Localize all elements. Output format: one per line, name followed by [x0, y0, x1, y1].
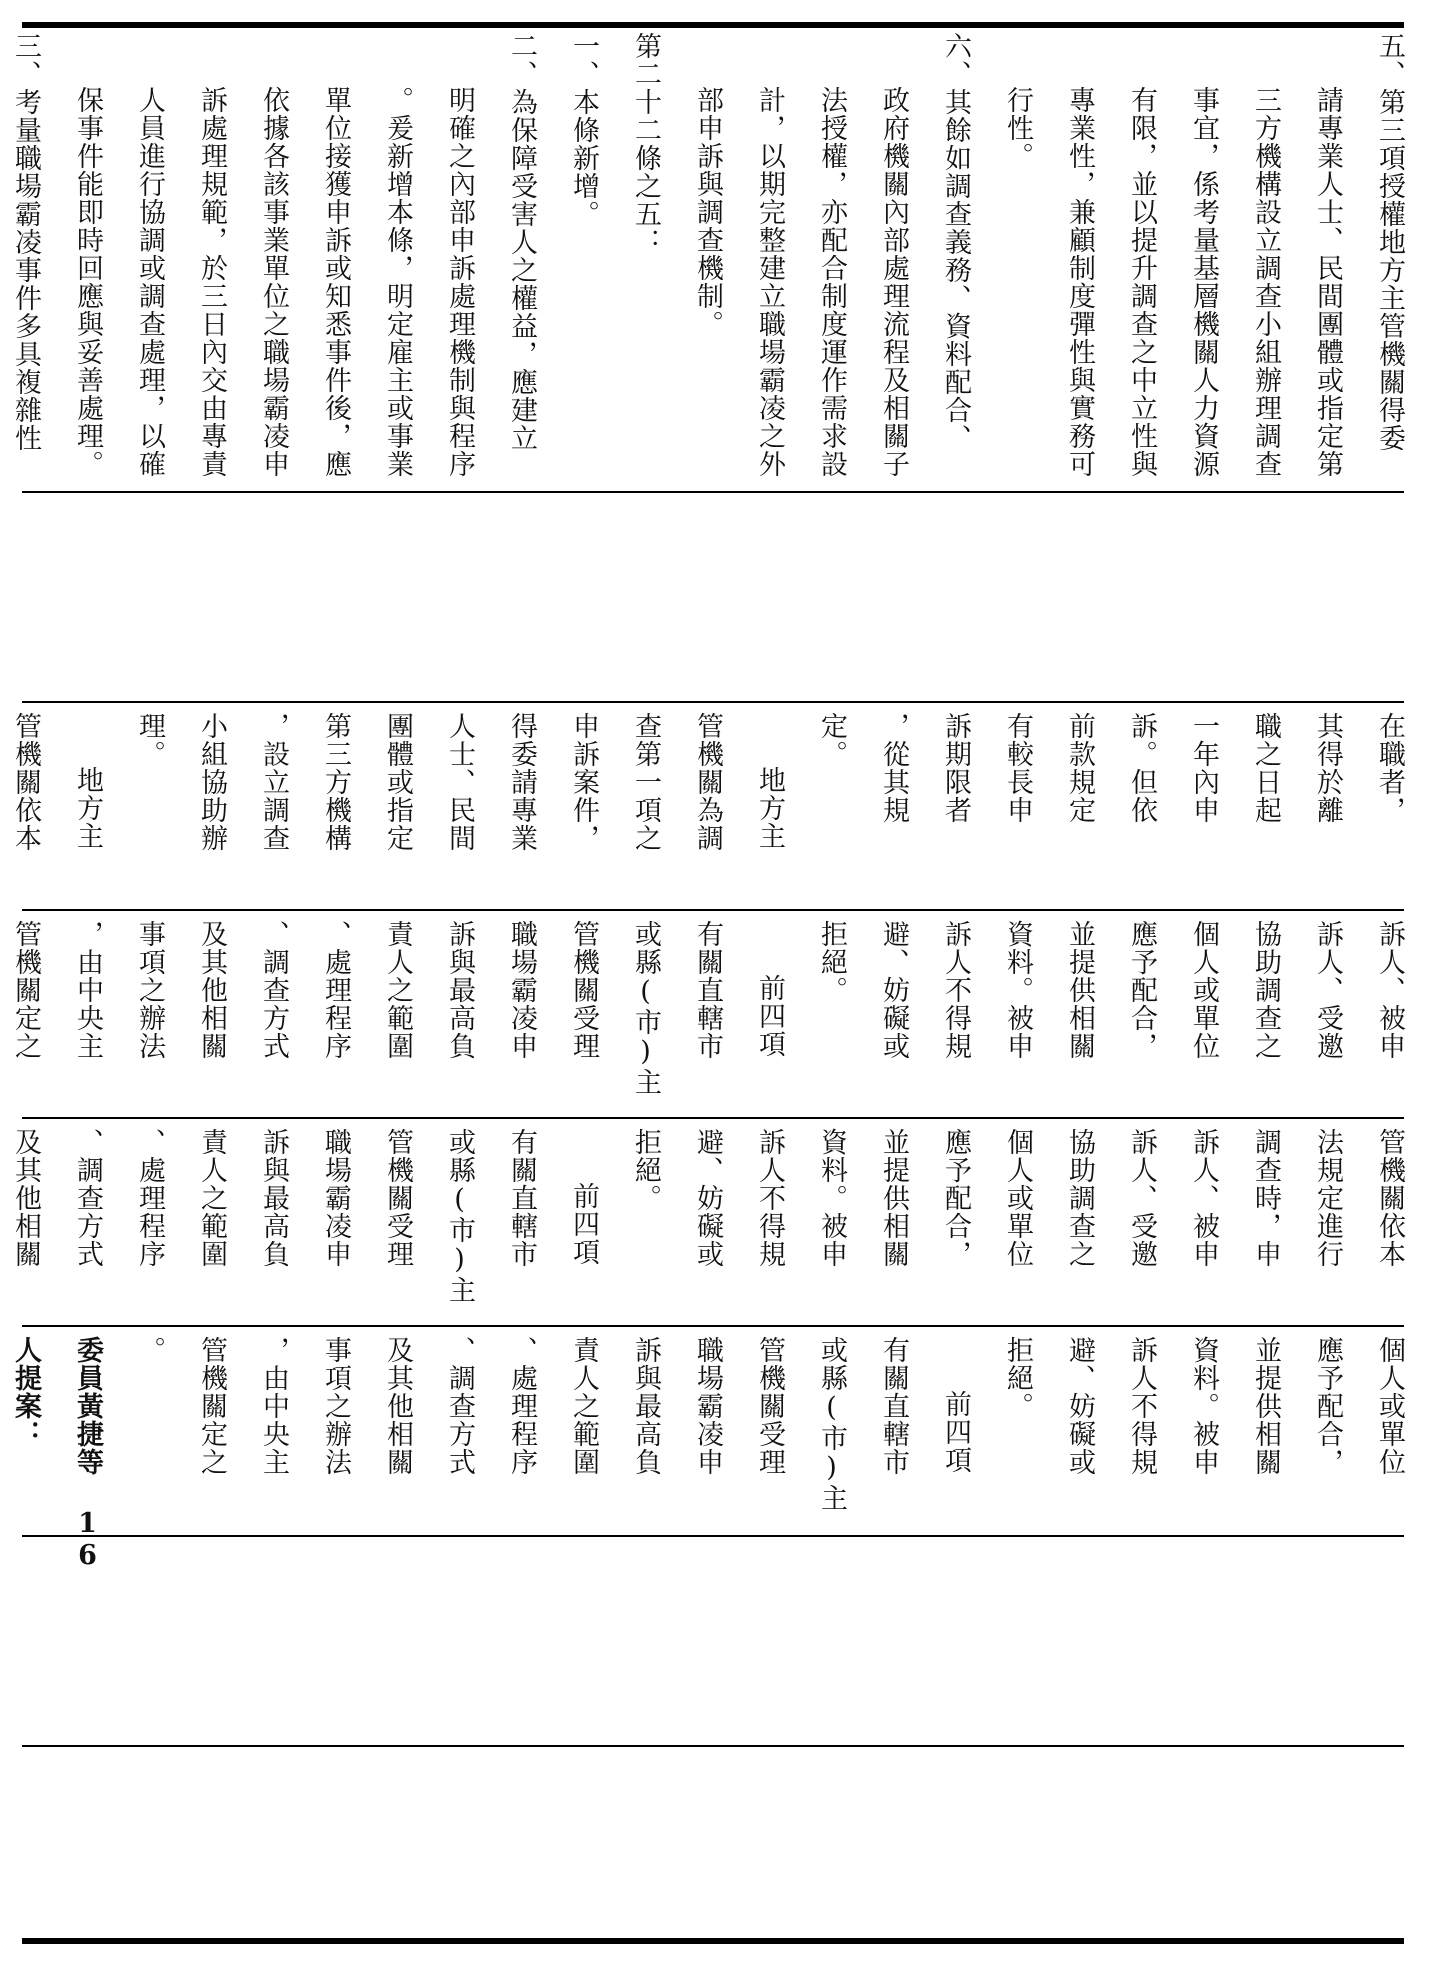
text-column: 單位接獲申訴或知悉事件後，應 [320, 86, 351, 478]
text-column: 。 [134, 1336, 165, 1364]
text-column: 訴人、被申 [1374, 920, 1405, 1060]
text-column: 應予配合， [1126, 920, 1157, 1060]
text-column: 或縣(市)主 [444, 1128, 475, 1304]
text-column: 個人或單位 [1002, 1128, 1033, 1268]
text-column: 管機關受理 [382, 1128, 413, 1268]
block-divider-1 [22, 909, 1404, 911]
text-column: 管機關受理 [754, 1336, 785, 1476]
text-column: 訴人不得規 [754, 1128, 785, 1268]
text-column: 前四項 [940, 1390, 971, 1474]
text-column: 職場霸凌申 [320, 1128, 351, 1268]
text-column: 拒絕。 [630, 1128, 661, 1212]
text-column: 訴人不得規 [1126, 1336, 1157, 1476]
text-column: 訴人、被申 [1188, 1128, 1219, 1268]
text-column: 事宜，係考量基層機關人力資源 [1188, 86, 1219, 478]
text-column: 訴處理規範，於三日內交由專責 [196, 86, 227, 478]
block-divider-3 [22, 1325, 1404, 1327]
text-column: 計，以期完整建立職場霸凌之外 [754, 86, 785, 478]
text-column: 責人之範圍 [382, 920, 413, 1060]
text-column: 訴。但依 [1126, 712, 1157, 824]
text-column: 部申訴與調查機制。 [692, 86, 723, 338]
text-column: 一、本條新增。 [568, 32, 599, 228]
text-column: 請專業人士、民間團體或指定第 [1312, 86, 1343, 478]
text-column: 並提供相關 [1064, 920, 1095, 1060]
text-column: 地方主 [754, 766, 785, 850]
text-column: 二、為保障受害人之權益，應建立 [506, 32, 537, 452]
text-column: 在職者， [1374, 712, 1405, 824]
text-column: 訴期限者 [940, 712, 971, 824]
lower-section-top-rule [22, 701, 1404, 703]
text-column: 管機關為調 [692, 712, 723, 852]
text-column: 資料。被申 [1002, 920, 1033, 1060]
text-column: 地方主 [72, 766, 103, 850]
text-column: 、處理程序 [320, 920, 351, 1060]
text-column: 避、妨礙或 [692, 1128, 723, 1268]
text-column: 、調查方式 [258, 920, 289, 1060]
text-column: 申訴案件， [568, 712, 599, 852]
bottom-border-rule [22, 1938, 1404, 1944]
text-column: 法規定進行 [1312, 1128, 1343, 1268]
lower-block-c [0, 1128, 1403, 1304]
text-column: 前四項 [754, 974, 785, 1058]
text-column: 訴人不得規 [940, 920, 971, 1060]
text-column: 資料。被申 [1188, 1336, 1219, 1476]
text-column: 個人或單位 [1188, 920, 1219, 1060]
text-column: 五、第三項授權地方主管機關得委 [1374, 32, 1405, 452]
text-column: 拒絕。 [1002, 1336, 1033, 1420]
text-column: 、調查方式 [444, 1336, 475, 1476]
text-column: 管機關定之 [10, 920, 41, 1060]
text-column: 政府機關內部處理流程及相關子 [878, 86, 909, 478]
text-column: 專業性，兼顧制度彈性與實務可 [1064, 86, 1095, 478]
text-column: 責人之範圍 [568, 1336, 599, 1476]
lower-block-b [0, 920, 1403, 1128]
text-column: 並提供相關 [878, 1128, 909, 1268]
text-column: 協助調查之 [1064, 1128, 1095, 1268]
text-column: 前款規定 [1064, 712, 1095, 824]
text-column: 前四項 [568, 1182, 599, 1266]
proposal-label: 人提案： [10, 1336, 41, 1448]
text-column: 保事件能即時回應與妥善處理。 [72, 86, 103, 478]
text-column: 六、其餘如調查義務、資料配合、 [940, 32, 971, 452]
text-column: ，從其規 [878, 712, 909, 824]
text-column: 管機關依本 [10, 712, 41, 852]
text-column: 依據各該事業單位之職場霸凌申 [258, 86, 289, 478]
text-column: 有限，並以提升調查之中立性與 [1126, 86, 1157, 478]
lower-block-a [0, 712, 1403, 852]
upper-explanation-block [0, 32, 1403, 478]
text-column: 、處理程序 [506, 1336, 537, 1476]
text-column: 明確之內部申訴處理機制與程序 [444, 86, 475, 478]
text-column: 有關直轄市 [878, 1336, 909, 1476]
text-column: 。爰新增本條，明定雇主或事業 [382, 86, 413, 478]
text-column: 查第一項之 [630, 712, 661, 852]
text-column: 管機關依本 [1374, 1128, 1405, 1268]
text-column: 法授權，亦配合制度運作需求設 [816, 86, 847, 478]
text-column: 、調查方式 [72, 1128, 103, 1268]
text-column: 有關直轄市 [692, 920, 723, 1060]
lower-block-d [0, 1336, 1403, 1572]
text-column: 職場霸凌申 [692, 1336, 723, 1476]
text-column: 訴人、受邀 [1312, 920, 1343, 1060]
text-column: 訴與最高負 [444, 920, 475, 1060]
text-column: 拒絕。 [816, 920, 847, 1004]
text-column: 並提供相關 [1250, 1336, 1281, 1476]
text-column: 協助調查之 [1250, 920, 1281, 1060]
text-column: ，設立調查 [258, 712, 289, 852]
text-column: 職場霸凌申 [506, 920, 537, 1060]
text-column: 訴人、受邀 [1126, 1128, 1157, 1268]
upper-section-bottom-rule [22, 491, 1404, 493]
text-column: 人士、民間 [444, 712, 475, 852]
text-column: 第三方機構 [320, 712, 351, 852]
text-column: 第二十二條之五： [630, 32, 661, 256]
text-column: 或縣(市)主 [816, 1336, 847, 1512]
text-column: 職之日起 [1250, 712, 1281, 824]
text-column: 事項之辦法 [320, 1336, 351, 1476]
text-column: 避、妨礙或 [878, 920, 909, 1060]
text-column: 、處理程序 [134, 1128, 165, 1268]
text-column: 小組協助辦 [196, 712, 227, 852]
text-column: 責人之範圍 [196, 1128, 227, 1268]
text-column: 資料。被申 [816, 1128, 847, 1268]
text-column: 事項之辦法 [134, 920, 165, 1060]
text-column: 團體或指定 [382, 712, 413, 852]
text-column: 應予配合， [940, 1128, 971, 1268]
text-column: 個人或單位 [1374, 1336, 1405, 1476]
text-column: ，由中央主 [258, 1336, 289, 1476]
text-column: 避、妨礙或 [1064, 1336, 1095, 1476]
footer-rule [22, 1745, 1404, 1747]
text-column: 其得於離 [1312, 712, 1343, 824]
top-border-rule [22, 22, 1404, 28]
text-column: 有較長申 [1002, 712, 1033, 824]
proposer-heading: 委員黃捷等 16 [72, 1336, 103, 1572]
text-column: 有關直轄市 [506, 1128, 537, 1268]
text-column: 及其他相關 [10, 1128, 41, 1268]
text-column: ，由中央主 [72, 920, 103, 1060]
text-column: 行性。 [1002, 86, 1033, 170]
text-column: 應予配合， [1312, 1336, 1343, 1476]
text-column: 訴與最高負 [630, 1336, 661, 1476]
text-column: 訴與最高負 [258, 1128, 289, 1268]
text-column: 管機關定之 [196, 1336, 227, 1476]
text-column: 三方機構設立調查小組辦理調查 [1250, 86, 1281, 478]
text-column: 三、考量職場霸凌事件多具複雜性 [10, 32, 41, 452]
text-column: 理。 [134, 712, 165, 768]
text-column: 人員進行協調或調查處理，以確 [134, 86, 165, 478]
text-column: 或縣(市)主 [630, 920, 661, 1096]
text-column: 及其他相關 [196, 920, 227, 1060]
text-column: 定。 [816, 712, 847, 768]
text-column: 一年內申 [1188, 712, 1219, 824]
text-column: 得委請專業 [506, 712, 537, 852]
text-column: 調查時，申 [1250, 1128, 1281, 1268]
text-column: 及其他相關 [382, 1336, 413, 1476]
text-column: 管機關受理 [568, 920, 599, 1060]
